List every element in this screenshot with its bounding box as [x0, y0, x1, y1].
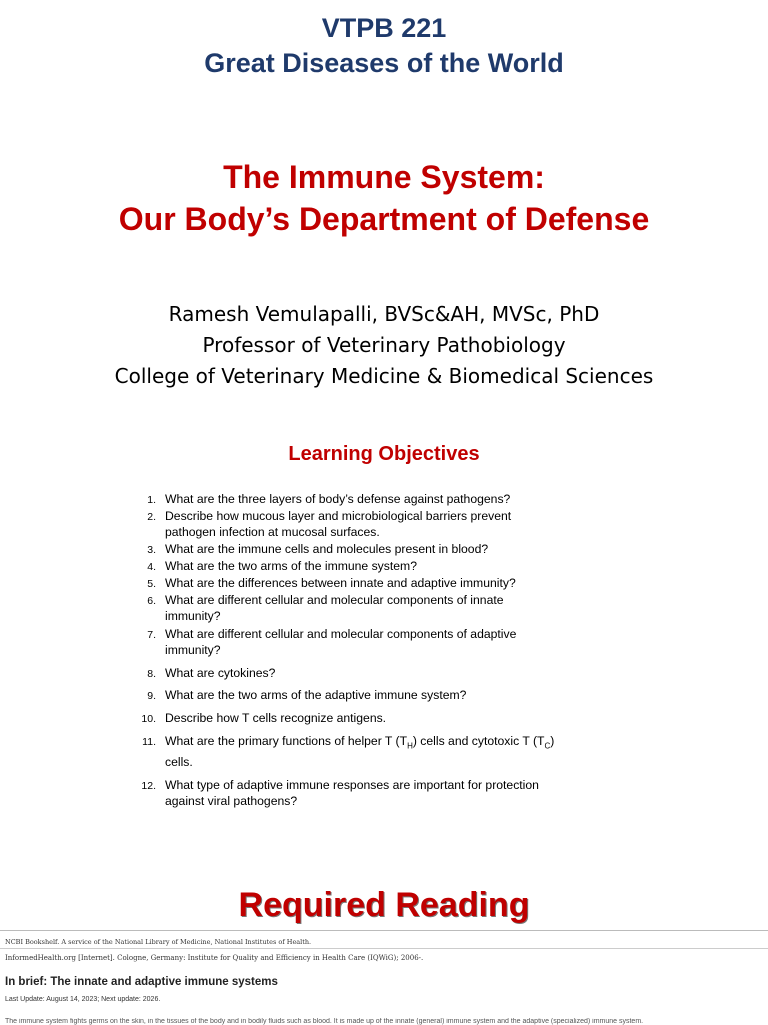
- objective-text: What are the three layers of body’s defense against pathogens?: [165, 492, 511, 506]
- author-position: Professor of Veterinary Pathobiology: [202, 333, 566, 357]
- objective-text: What type of adaptive immune responses are important for protection against viral pathogens?: [165, 778, 539, 809]
- objective-text: Describe how T cells recognize antigens.: [165, 711, 387, 725]
- reading-body-excerpt: The immune system fights germs on the skin, in the tissues of the body and in bodily fluids such as blood. It is made up of the innate (general) immune system and the adaptive (specialized) immune system.: [5, 1018, 644, 1025]
- objective-number: 4.: [147, 561, 156, 573]
- divider: [0, 930, 768, 931]
- objective-number: 9.: [147, 690, 156, 702]
- objective-item: [140, 508, 560, 540]
- objective-text: What are different cellular and molecular components of innate immunity?: [165, 593, 504, 623]
- author-college: College of Veterinary Medicine & Biomedical Sciences: [114, 364, 654, 388]
- subscript-c: C: [544, 741, 551, 751]
- objective-number: 3.: [147, 544, 156, 556]
- author-name: Ramesh Vemulapalli, BVSc&AH, MVSc, PhD: [168, 302, 600, 326]
- objective-number: 5.: [147, 578, 156, 590]
- reading-source-line: NCBI Bookshelf. A service of the National Library of Medicine, National Institutes of Health.: [5, 938, 312, 946]
- objective-number: 11.: [142, 736, 156, 748]
- lecture-title-line-1: The Immune System:: [223, 159, 545, 195]
- objective-text: What are the two arms of the adaptive immune system?: [165, 688, 467, 702]
- objective-text-part: ) cells.: [165, 734, 555, 770]
- learning-objectives-heading: Learning Objectives: [288, 443, 480, 465]
- objective-text: Describe how mucous layer and microbiological barriers prevent pathogen infection at mucosal surfaces.: [165, 509, 512, 539]
- objective-text-part: What are the primary functions of helper T (T: [165, 734, 408, 748]
- reading-last-update: Last Update: August 14, 2023; Next update: 2026.: [5, 996, 161, 1003]
- reading-article-title[interactable]: In brief: The innate and adaptive immune systems: [5, 976, 278, 988]
- objective-item: [140, 665, 560, 681]
- objective-number: 7.: [147, 629, 156, 641]
- required-reading-heading: Required Reading: [238, 886, 530, 924]
- objective-number: 10.: [141, 713, 156, 725]
- objective-text: What are different cellular and molecular components of adaptive immunity?: [165, 627, 517, 657]
- objective-item: [140, 733, 560, 770]
- objective-item: [140, 558, 560, 574]
- objectives-list: [140, 491, 560, 809]
- objective-item: [140, 541, 560, 557]
- objective-text-part: ) cells and cytotoxic T (T: [412, 734, 545, 748]
- objective-item: [140, 575, 560, 591]
- objective-item: [140, 592, 560, 624]
- objective-item: [140, 777, 560, 809]
- objective-text: [165, 734, 554, 769]
- objective-item: [140, 491, 560, 507]
- subscript-h: H: [407, 741, 413, 751]
- objective-number: 2.: [147, 511, 156, 523]
- course-title: Great Diseases of the World: [204, 48, 564, 78]
- objective-text: What are the two arms of the immune system?: [165, 559, 417, 573]
- objective-number: 1.: [147, 494, 156, 506]
- objective-text: What are the differences between innate and adaptive immunity?: [165, 576, 516, 590]
- objective-number: 12.: [141, 780, 156, 793]
- objective-text: What are the immune cells and molecules present in blood?: [165, 542, 489, 556]
- objective-item: [140, 710, 560, 726]
- objective-text: What are cytokines?: [165, 666, 276, 680]
- objective-item: [140, 687, 560, 703]
- objective-item: [140, 626, 560, 658]
- course-code: VTPB 221: [321, 13, 447, 43]
- divider: [0, 948, 768, 949]
- objective-number: 8.: [147, 668, 156, 680]
- objective-number: 6.: [147, 595, 156, 607]
- lecture-title-line-2: Our Body’s Department of Defense: [118, 201, 650, 237]
- reading-citation: InformedHealth.org [Internet]. Cologne, Germany: Institute for Quality and Efficiency in Health Care (IQWiG); 2006-.: [5, 954, 424, 962]
